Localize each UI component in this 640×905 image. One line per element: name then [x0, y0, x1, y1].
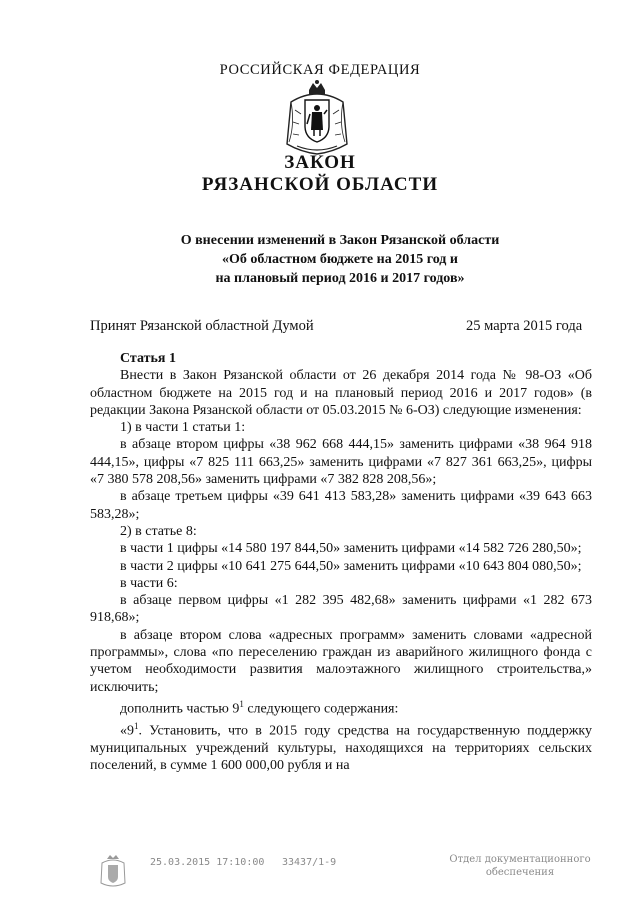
- document-seal-icon: [98, 853, 128, 889]
- article-intro: Внести в Закон Рязанской области от 26 декабря 2014 года № 98-ОЗ «Об областном бюджете на 2015 год и на плановый период 2016 и 2017 годов» (в редакции Закона Рязанской области от 05.03.2015 № 6-ОЗ) следующие изменения:: [90, 368, 592, 418]
- amendment-item: [90, 696, 592, 718]
- subject-line: «Об областном бюджете на 2015 год и: [222, 252, 458, 267]
- law-title: [0, 152, 640, 196]
- adopted-by: Принят Рязанской областной Думой: [90, 318, 314, 334]
- amendment-item: 1) в части 1 статьи 1:: [120, 420, 246, 436]
- article-body: [90, 350, 592, 774]
- superscript: 1: [239, 698, 244, 709]
- department-stamp: [440, 853, 600, 879]
- superscript: 1: [134, 720, 139, 731]
- subject-line: на плановый период 2016 и 2017 годов»: [215, 271, 465, 286]
- amendment-item: в абзаце втором цифры «38 962 668 444,15» заменить цифрами «38 964 918 444,15», цифры «7 825 111 663,25» заменить цифрами «7 827 361 663,25», цифры «7 380 578 208,56» заменить цифрами «7 382 828 208,56»;: [90, 437, 592, 488]
- amendment-item: в абзаце первом цифры «1 282 395 482,68» заменить цифрами «1 282 673 918,68»;: [90, 593, 592, 626]
- amendment-item: 2) в статье 8:: [120, 523, 197, 539]
- registration-code: 33437/1-9: [282, 857, 337, 868]
- amendment-item: в части 2 цифры «10 641 275 644,50» заменить цифрами «10 643 804 080,50»;: [120, 558, 582, 574]
- text-fragment: . Установить, что в 2015 году средства на государственную поддержку муниципальных учреждений культуры, находящихся на территориях сельских поселений, в сумме 1 600 000,00 рубля и на: [90, 723, 592, 774]
- country-name: РОССИЙСКАЯ ФЕДЕРАЦИЯ: [219, 62, 421, 78]
- adoption-date: 25 марта 2015 года: [466, 318, 583, 334]
- amendment-item: [90, 718, 592, 775]
- subject-line: О внесении изменений в Закон Рязанской области: [180, 233, 500, 248]
- registration-timestamp: 25.03.2015 17:10:00: [150, 857, 265, 868]
- amendment-item: в части 1 цифры «14 580 197 844,50» заменить цифрами «14 582 726 280,50»;: [120, 541, 582, 557]
- department-line: Отдел документационного: [449, 854, 591, 865]
- text-fragment: дополнить частью 9: [120, 701, 240, 717]
- registration-footer: [0, 853, 640, 898]
- article-heading: Статья 1: [120, 351, 176, 366]
- text-fragment: следующего содержания:: [243, 701, 399, 717]
- amendment-item: в абзаце третьем цифры «39 641 413 583,28» заменить цифрами «39 643 663 583,28»;: [90, 489, 592, 522]
- amendment-item: в абзаце втором слова «адресных программ» заменить словами «адресной программы», слова «по переселению граждан из аварийного жилищного фонда с учетом необходимости развития малоэтажного жилищного строительства,» исключить;: [90, 627, 592, 695]
- department-line: обеспечения: [485, 867, 555, 878]
- text-fragment: «9: [120, 723, 134, 739]
- law-subject: [150, 231, 530, 288]
- ryazan-coat-of-arms-icon: [283, 80, 351, 156]
- amendment-item: в части 6:: [120, 575, 178, 591]
- law-word: ЗАКОН: [284, 152, 356, 173]
- region-name: РЯЗАНСКОЙ ОБЛАСТИ: [201, 174, 439, 195]
